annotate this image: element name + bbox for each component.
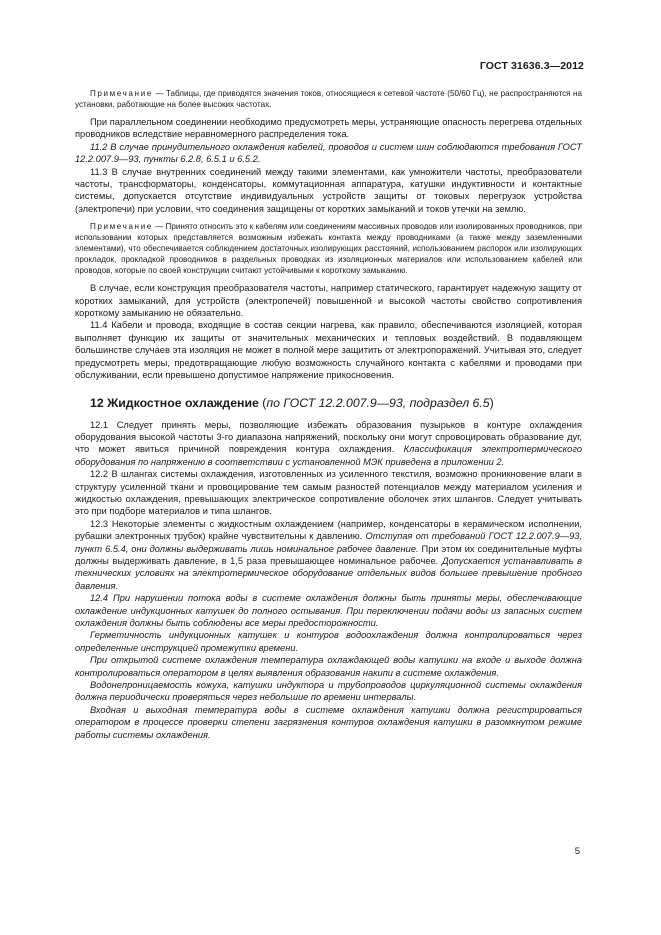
paragraph-water-temperature: Входная и выходная температура воды в системе охлаждения катушки должна регистрироваться оператором в процессе проверки степени загрязнения контуров охлаждения катушки в разомкнутом режиме работы системы охлаждения. — [75, 704, 582, 740]
section-12-title: 12 Жидкостное охлаждение — [90, 395, 259, 410]
standard-designation: ГОСТ 31636.3—2012 — [479, 60, 584, 72]
paragraph-11-2 — [75, 141, 582, 166]
section-12-heading: 12 Жидкостное охлаждение (по ГОСТ 12.2.007.9—93, подраздел 6.5) — [90, 395, 494, 410]
paragraph-12-4: 12.4 При нарушении потока воды в системе охлаждения должны быть приняты меры, обеспечивающие охлаждение индукционных катушек до полного остывания. При переключении подачи воды из запасных систем охлаждения должны быть соблюдены все меры предосторожности. — [75, 593, 582, 628]
paragraph-open-system: При открытой системе охлаждения температура охлаждающей воды катушки на входе и выходе должна контролироваться оператором в целях выявления образования накипи в системе охлаждения. — [75, 655, 582, 678]
paragraph-12-1: 12.1 Следует принять меры, позволяющие избежать образования пузырьков в контуре охлаждения оборудования высокой частоты 3-го диапазона напряжений, поскольку они могут спровоцировать образование дуг, что может явиться причиной повреждения контура охлаждения. Классификация электротермического оборудования по напряжению в соответствии с установленной МЭК приведена в приложении 2. — [75, 419, 582, 467]
paragraph-tightness: Герметичность индукционных катушек и контуров водоохлаждения должна контролироваться через определенные инструкцией промежутки времени. — [75, 630, 582, 653]
paragraph-water-tightness: Водонепроницаемость кожуха, катушки индуктора и трубопроводов циркуляционной системы охлаждения должна периодически проверяться через небольшие по времени интервалы. — [75, 680, 582, 703]
section-12-reference: по ГОСТ 12.2.007.9—93, подраздел 6.5 — [266, 395, 490, 410]
note-text: — Принято относить это к кабелям или соединениям массивных проводов или изолированных проводников, при использовании которых представляется возможным избежать контакта между проводниками (а также между заземленными элементами), что обеспечивается соблюдением достаточных изолирующих расстояний, использованием распорок или изолирующих прокладок, прокладкой проводников в раздельных проводках из изоляционных материалов или использованием кабелей или проводов, которые по своей конструкции считают устойчивыми к короткому замыканию. — [75, 222, 582, 276]
note-cables — [75, 221, 582, 276]
note-tables — [75, 88, 582, 110]
paragraph-12-3: 12.3 Некоторые элементы с жидкостным охлаждением (например, конденсаторы в керамическом исполнении, рубашки электронных трубок) крайне чувствительны к давлению. Отступая от требований ГОСТ 12.2.007.9—93, пункт 6.5.4, они должны выдерживать лишь номинальное рабочее давление. При этом их соединительные муфты должны выдерживать давление, в 1,5 раза превышающее номинальное рабочее. Допускается устанавливать в технических условиях на электротермическое оборудование отдельных видов большее превышение пробного давления. — [75, 518, 582, 591]
paragraph-parallel-connection: При параллельном соединении необходимо предусмотреть меры, устраняющие опасность перегрева отдельных проводников вследствие неравномерного распределения тока. — [75, 117, 582, 140]
paragraph-11-2-text: 11.2 В случае принудительного охлаждения кабелей, проводов и систем шин соблюдаются требования ГОСТ 12.2.007.9—93, пункты 6.2.8, 6.5.1 и 6.5.2. — [75, 141, 582, 165]
page-content — [75, 88, 582, 741]
note-text: — Таблицы, где приводятся значения токов, относящиеся к сетевой частоте (50/60 Гц), не распространяются на установки, работающие на более высоких частотах. — [75, 89, 582, 109]
paragraph-11-3: 11.3 В случае внутренних соединений между такими элементами, как умножители частоты, преобразователи частоты, трансформаторы, конденсаторы, коммутационная аппаратура, катушки индуктивности и контактные системы, допускается отсутствие индивидуальных устройств защиты от токовых перегрузок устройства (электропечи) при условии, что соединения защищены от коротких замыканий и токов утечки на землю. — [75, 166, 582, 214]
note-label: Примечание — [90, 89, 153, 98]
note-label: Примечание — [90, 222, 153, 232]
paragraph-12-2: 12.2 В шлангах системы охлаждения, изготовленных из усиленного текстиля, возможно проникновение влаги в структуру усиленной ткани и провоцирование тем самым разностей потенциалов между материалом усиления и жидкостью охлаждения, превышающих электрическое сопротивление оболочек этих шлангов. Следует учитывать это при подборе материалов и типа шлангов. — [75, 469, 582, 517]
paragraph-static-converter: В случае, если конструкция преобразователя частоты, например статического, гарантирует надежную защиту от коротких замыканий, для устройств (электропечей) повышенной и высокой частоты свойство сопротивления короткому замыканию не обязательно. — [75, 283, 582, 319]
paragraph-11-4: 11.4 Кабели и провода, входящие в состав секции нагрева, как правило, обеспечиваются изоляцией, которая выполняет функцию их защиты от значительных механических и тепловых воздействий. В подавляющем большинстве случаев эта изоляция не может в полной мере защитить от электропоражений. Учитывая это, следует предусмотреть меры, предотвращающие любую возможность случайного контакта с кабелями и проводами при обслуживании, если превышено допустимое напряжение прикосновения. — [75, 320, 582, 381]
page-number: 5 — [574, 846, 580, 857]
